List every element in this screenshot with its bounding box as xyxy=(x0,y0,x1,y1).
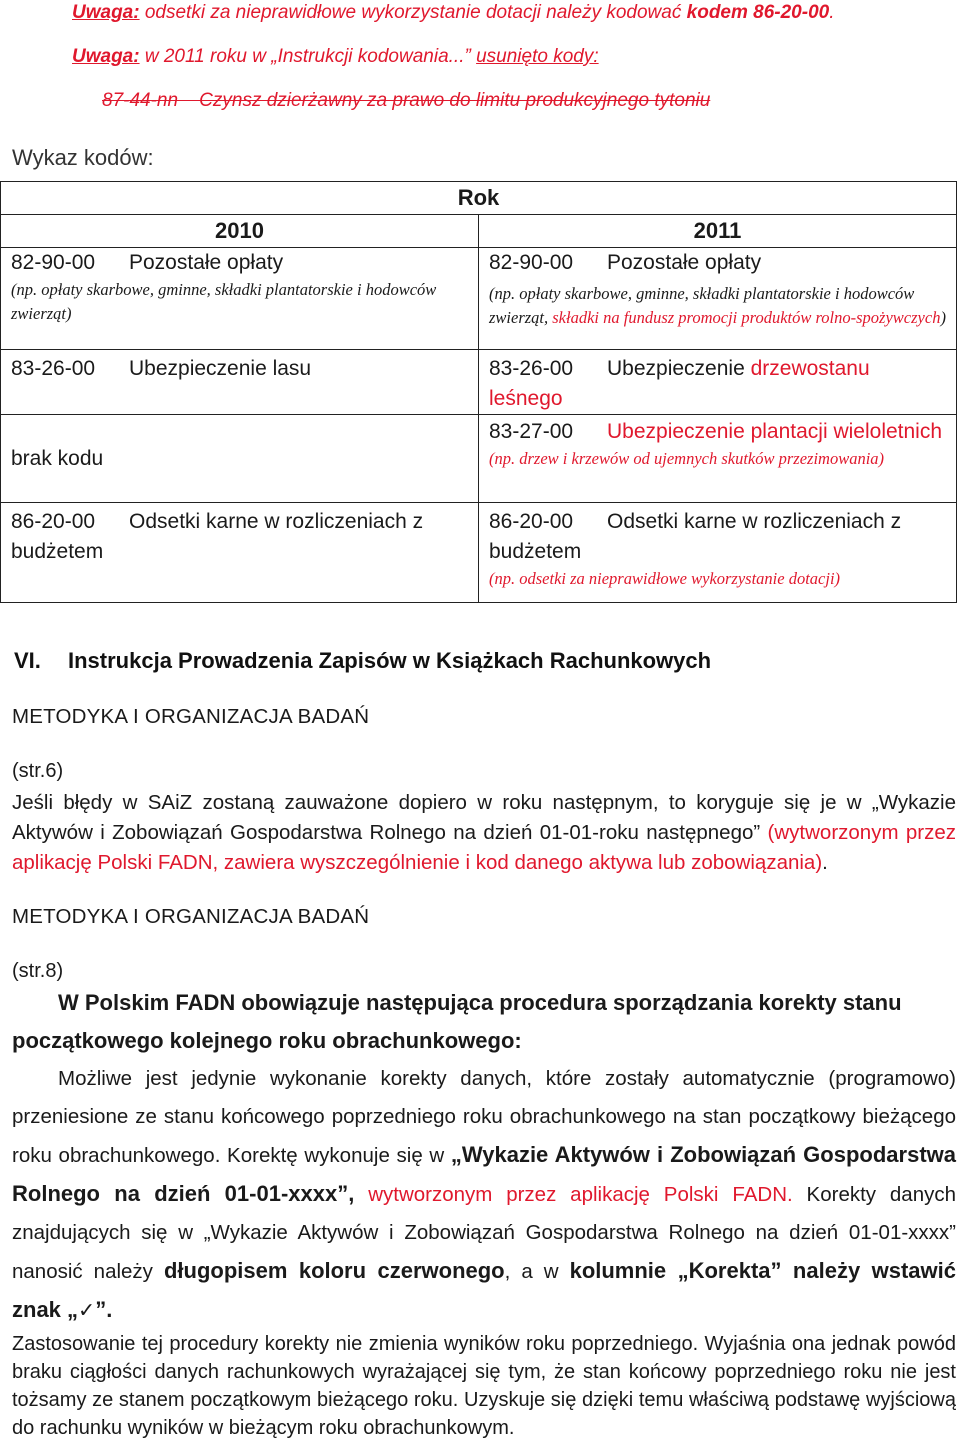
code-description: (np. drzew i krzewów od ujemnych skutków przezimowania) xyxy=(489,449,885,468)
para1-text: Jeśli błędy w SAiZ zostaną zauważone dopiero w roku następnym, to koryguje się je w „Wykazie Aktywów i Zobowiązań Gospodarstwa Rolnego na dzień 01-01-roku następnego” xyxy=(12,791,956,844)
cell-2010-no-code: brak kodu xyxy=(1,415,479,503)
code-description: (np. odsetki za nieprawidłowe wykorzystanie dotacji) xyxy=(489,569,841,588)
checkmark-icon: ✓ xyxy=(78,1299,96,1322)
note-2-text-1: w 2011 roku w „Instrukcji kodowania...” xyxy=(144,46,477,67)
code-name: Ubezpieczenie lasu xyxy=(129,357,312,380)
header-rok: Rok xyxy=(1,182,957,215)
code: 83-26-00 xyxy=(11,357,96,380)
paragraph-correction-errors xyxy=(12,788,956,878)
code: 86-20-00 xyxy=(11,510,96,533)
page-reference-2: (str.8) xyxy=(12,960,64,982)
para2-bold-column: kolumnie „Korekta” należy wstawić znak „ xyxy=(12,1258,956,1322)
para1-note: (wytworzonym przez aplikację Polski FADN, zawiera wyszczególnienie i kod danego aktywa lub zobowiązania) xyxy=(12,821,957,874)
para2-text-a: Możliwe jest jedynie wykonanie korekty danych, które zostały automatycznie (programowo) przeniesione ze stanu końcowego poprzedniego roku obrachunkowego na stan początkowy bieżącego roku obrachunkowego. Korektę wykonuje się w xyxy=(12,1067,956,1167)
section-number: VI. xyxy=(14,648,41,673)
code-name: Pozostałe opłaty xyxy=(129,251,284,274)
note-1-end: . xyxy=(829,2,835,23)
para2-text-d: Korekty danych znajdujących się w „Wykazie Aktywów i Zobowiązań Gospodarstwa Rolnego na dzień 01-01-xxxx” nanosić należy xyxy=(12,1183,957,1283)
code: 86-20-00 xyxy=(489,510,574,533)
header-2011: 2011 xyxy=(479,215,957,248)
desc-part-end: ) xyxy=(940,308,946,327)
codes-list-label: Wykaz kodów: xyxy=(12,145,154,170)
cell-2011-other-fees xyxy=(479,248,957,350)
note-1 xyxy=(72,2,835,24)
section-title: Instrukcja Prowadzenia Zapisów w Książkach Rachunkowych xyxy=(68,648,712,673)
code-name: Ubezpieczenie xyxy=(607,357,751,380)
note-3-removed-code: 87-44-nn Czynsz dzierżawny za prawo do limitu produkcyjnego tytoniu xyxy=(102,90,711,111)
cell-2010-forest-insurance xyxy=(1,350,479,415)
cell-2011-plantation-insurance xyxy=(479,415,957,503)
code: 83-27-00 xyxy=(489,420,574,443)
note-1-label: Uwaga: xyxy=(72,2,140,23)
para2-bold-wykaz: „Wykazie Aktywów i Zobowiązań Gospodarstwa Rolnego na dzień 01-01-xxxx”, xyxy=(12,1142,956,1206)
methodology-label-1: METODYKA I ORGANIZACJA BADAŃ xyxy=(12,705,370,728)
note-2 xyxy=(72,46,599,68)
code: 83-26-00 xyxy=(489,357,574,380)
note-2-text-2: usunięto kody: xyxy=(476,46,599,67)
code-name: Pozostałe opłaty xyxy=(607,251,762,274)
desc-part: (np. opłaty skarbowe, gminne, składki plantatorskie i hodowców zwierząt, xyxy=(489,284,915,327)
codes-table xyxy=(0,181,957,603)
page-reference-1: (str.6) xyxy=(12,760,64,782)
note-1-text: odsetki za nieprawidłowe wykorzystanie dotacji należy kodować xyxy=(144,2,687,23)
desc-part-new: składki na fundusz promocji produktów rolno-spożywczych xyxy=(552,308,941,327)
para2-bold-end: ”. xyxy=(95,1297,113,1322)
code-name-new: drzewostanu leśnego xyxy=(489,357,870,410)
code-name-new: Ubezpieczenie plantacji wieloletnich xyxy=(607,420,943,443)
para2-red-note: wytworzonym przez aplikację Polski FADN. xyxy=(354,1183,793,1206)
paragraph-conclusion: Zastosowanie tej procedury korekty nie zmienia wyników roku poprzedniego. Wyjaśnia ona jednak powód braku ciągłości danych rachunkowych wyrażającej się tym, że stan końcowy poprzedniego roku nie jest tożsamy ze stanem początkowym bieżącego roku. Uzyskuje się dzięki temu właściwą podstawę wyjściową do rachunku wyników w bieżącym roku obrachunkowym. xyxy=(12,1333,956,1439)
cell-2010-interest xyxy=(1,503,479,603)
cell-2011-forest-insurance xyxy=(479,350,957,415)
code-description: (np. opłaty skarbowe, gminne, składki plantatorskie i hodowców zwierząt) xyxy=(11,280,437,323)
code-name: Odsetki karne w rozliczeniach z budżetem xyxy=(489,510,902,563)
procedure-heading: W Polskim FADN obowiązuje następująca procedura sporządzania korekty stanu początkowego kolejnego roku obrachunkowego: xyxy=(12,990,902,1053)
code-description xyxy=(489,282,946,330)
paragraph-procedure xyxy=(12,1060,956,1330)
code: 82-90-00 xyxy=(11,251,96,274)
cell-2011-interest xyxy=(479,503,957,603)
code-name: Odsetki karne w rozliczeniach z budżetem xyxy=(11,510,424,563)
para2-bold-pen: długopisem koloru czerwonego xyxy=(163,1258,505,1283)
methodology-label-2: METODYKA I ORGANIZACJA BADAŃ xyxy=(12,905,370,928)
header-2010: 2010 xyxy=(1,215,479,248)
cell-2010-other-fees xyxy=(1,248,479,350)
note-1-bold: kodem 86-20-00 xyxy=(686,2,830,23)
code: 82-90-00 xyxy=(489,251,574,274)
section-heading xyxy=(14,648,711,674)
para1-end: . xyxy=(822,851,828,874)
para2-text-f: , a w xyxy=(504,1260,570,1283)
note-2-label: Uwaga: xyxy=(72,46,140,67)
